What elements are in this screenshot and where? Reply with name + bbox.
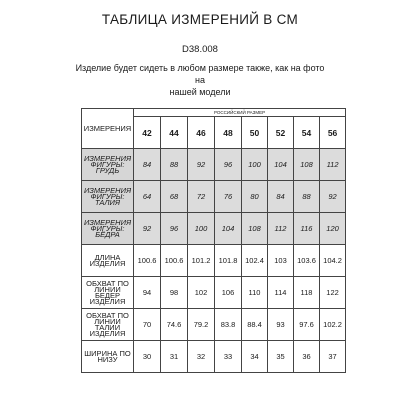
size-table — [81, 108, 346, 373]
value-cell: 97.6 — [294, 309, 320, 341]
value-cell: 74.6 — [161, 309, 188, 341]
value-cell: 34 — [242, 341, 268, 373]
value-cell: 37 — [320, 341, 346, 373]
value-cell: 114 — [268, 277, 294, 309]
value-cell: 32 — [188, 341, 215, 373]
value-cell: 88.4 — [242, 309, 268, 341]
row-label: ОБХВАТ ПО ЛИНИИ ТАЛИИ ИЗДЕЛИЯ — [82, 309, 134, 341]
size-header-cell: 42 — [134, 117, 161, 149]
size-header-cell: 56 — [320, 117, 346, 149]
value-cell: 84 — [268, 181, 294, 213]
table-row — [82, 277, 346, 309]
value-cell: 93 — [268, 309, 294, 341]
value-cell: 88 — [161, 149, 188, 181]
fit-note-line-2: нашей модели — [169, 87, 231, 97]
row-label: ОБХВАТ ПО ЛИНИИ БЕДЕР ИЗДЕЛИЯ — [82, 277, 134, 309]
value-cell: 110 — [242, 277, 268, 309]
group-header-row — [82, 109, 346, 117]
value-cell: 112 — [268, 213, 294, 245]
value-cell: 33 — [215, 341, 242, 373]
value-cell: 101.2 — [188, 245, 215, 277]
value-cell: 98 — [161, 277, 188, 309]
value-cell: 76 — [215, 181, 242, 213]
value-cell: 80 — [242, 181, 268, 213]
product-code: D38.008 — [182, 44, 218, 55]
size-header-cell: 48 — [215, 117, 242, 149]
value-cell: 30 — [134, 341, 161, 373]
value-cell: 96 — [161, 213, 188, 245]
russian-size-header: РОССИЙСКИЙ РАЗМЕР — [134, 109, 346, 117]
value-cell: 103.6 — [294, 245, 320, 277]
value-cell: 72 — [188, 181, 215, 213]
value-cell: 106 — [215, 277, 242, 309]
value-cell: 68 — [161, 181, 188, 213]
value-cell: 100.6 — [134, 245, 161, 277]
row-label: ИЗМЕРЕНИЯ ФИГУРЫ: БЁДРА — [82, 213, 134, 245]
size-header-cell: 44 — [161, 117, 188, 149]
fit-note-line-1: Изделие будет сидеть в любом размере также, как на фото на — [75, 63, 325, 85]
value-cell: 108 — [294, 149, 320, 181]
value-cell: 92 — [320, 181, 346, 213]
value-cell: 100 — [188, 213, 215, 245]
table-row — [82, 213, 346, 245]
value-cell: 94 — [134, 277, 161, 309]
value-cell: 64 — [134, 181, 161, 213]
value-cell: 79.2 — [188, 309, 215, 341]
value-cell: 103 — [268, 245, 294, 277]
value-cell: 102 — [188, 277, 215, 309]
row-label: ШИРИНА ПО НИЗУ — [82, 341, 134, 373]
value-cell: 116 — [294, 213, 320, 245]
value-cell: 88 — [294, 181, 320, 213]
value-cell: 36 — [294, 341, 320, 373]
value-cell: 112 — [320, 149, 346, 181]
value-cell: 35 — [268, 341, 294, 373]
value-cell: 84 — [134, 149, 161, 181]
size-header-cell: 46 — [188, 117, 215, 149]
size-header-cell: 52 — [268, 117, 294, 149]
value-cell: 96 — [215, 149, 242, 181]
value-cell: 108 — [242, 213, 268, 245]
value-cell: 104 — [215, 213, 242, 245]
value-cell: 104.2 — [320, 245, 346, 277]
value-cell: 100 — [242, 149, 268, 181]
row-label: ДЛИНА ИЗДЕЛИЯ — [82, 245, 134, 277]
value-cell: 100.6 — [161, 245, 188, 277]
value-cell: 101.8 — [215, 245, 242, 277]
value-cell: 102.4 — [242, 245, 268, 277]
table-row — [82, 309, 346, 341]
table-row — [82, 149, 346, 181]
table-row — [82, 181, 346, 213]
value-cell: 31 — [161, 341, 188, 373]
value-cell: 83.8 — [215, 309, 242, 341]
measurements-header: ИЗМЕРЕНИЯ — [82, 109, 134, 149]
fit-note — [70, 62, 330, 98]
value-cell: 70 — [134, 309, 161, 341]
value-cell: 104 — [268, 149, 294, 181]
value-cell: 92 — [134, 213, 161, 245]
table-row — [82, 341, 346, 373]
value-cell: 118 — [294, 277, 320, 309]
row-label: ИЗМЕРЕНИЯ ФИГУРЫ: ГРУДЬ — [82, 149, 134, 181]
size-header-cell: 50 — [242, 117, 268, 149]
page-title: ТАБЛИЦА ИЗМЕРЕНИЙ В СМ — [101, 12, 299, 27]
size-header-cell: 54 — [294, 117, 320, 149]
value-cell: 120 — [320, 213, 346, 245]
value-cell: 122 — [320, 277, 346, 309]
value-cell: 92 — [188, 149, 215, 181]
row-label: ИЗМЕРЕНИЯ ФИГУРЫ: ТАЛИЯ — [82, 181, 134, 213]
table-row — [82, 245, 346, 277]
value-cell: 102.2 — [320, 309, 346, 341]
